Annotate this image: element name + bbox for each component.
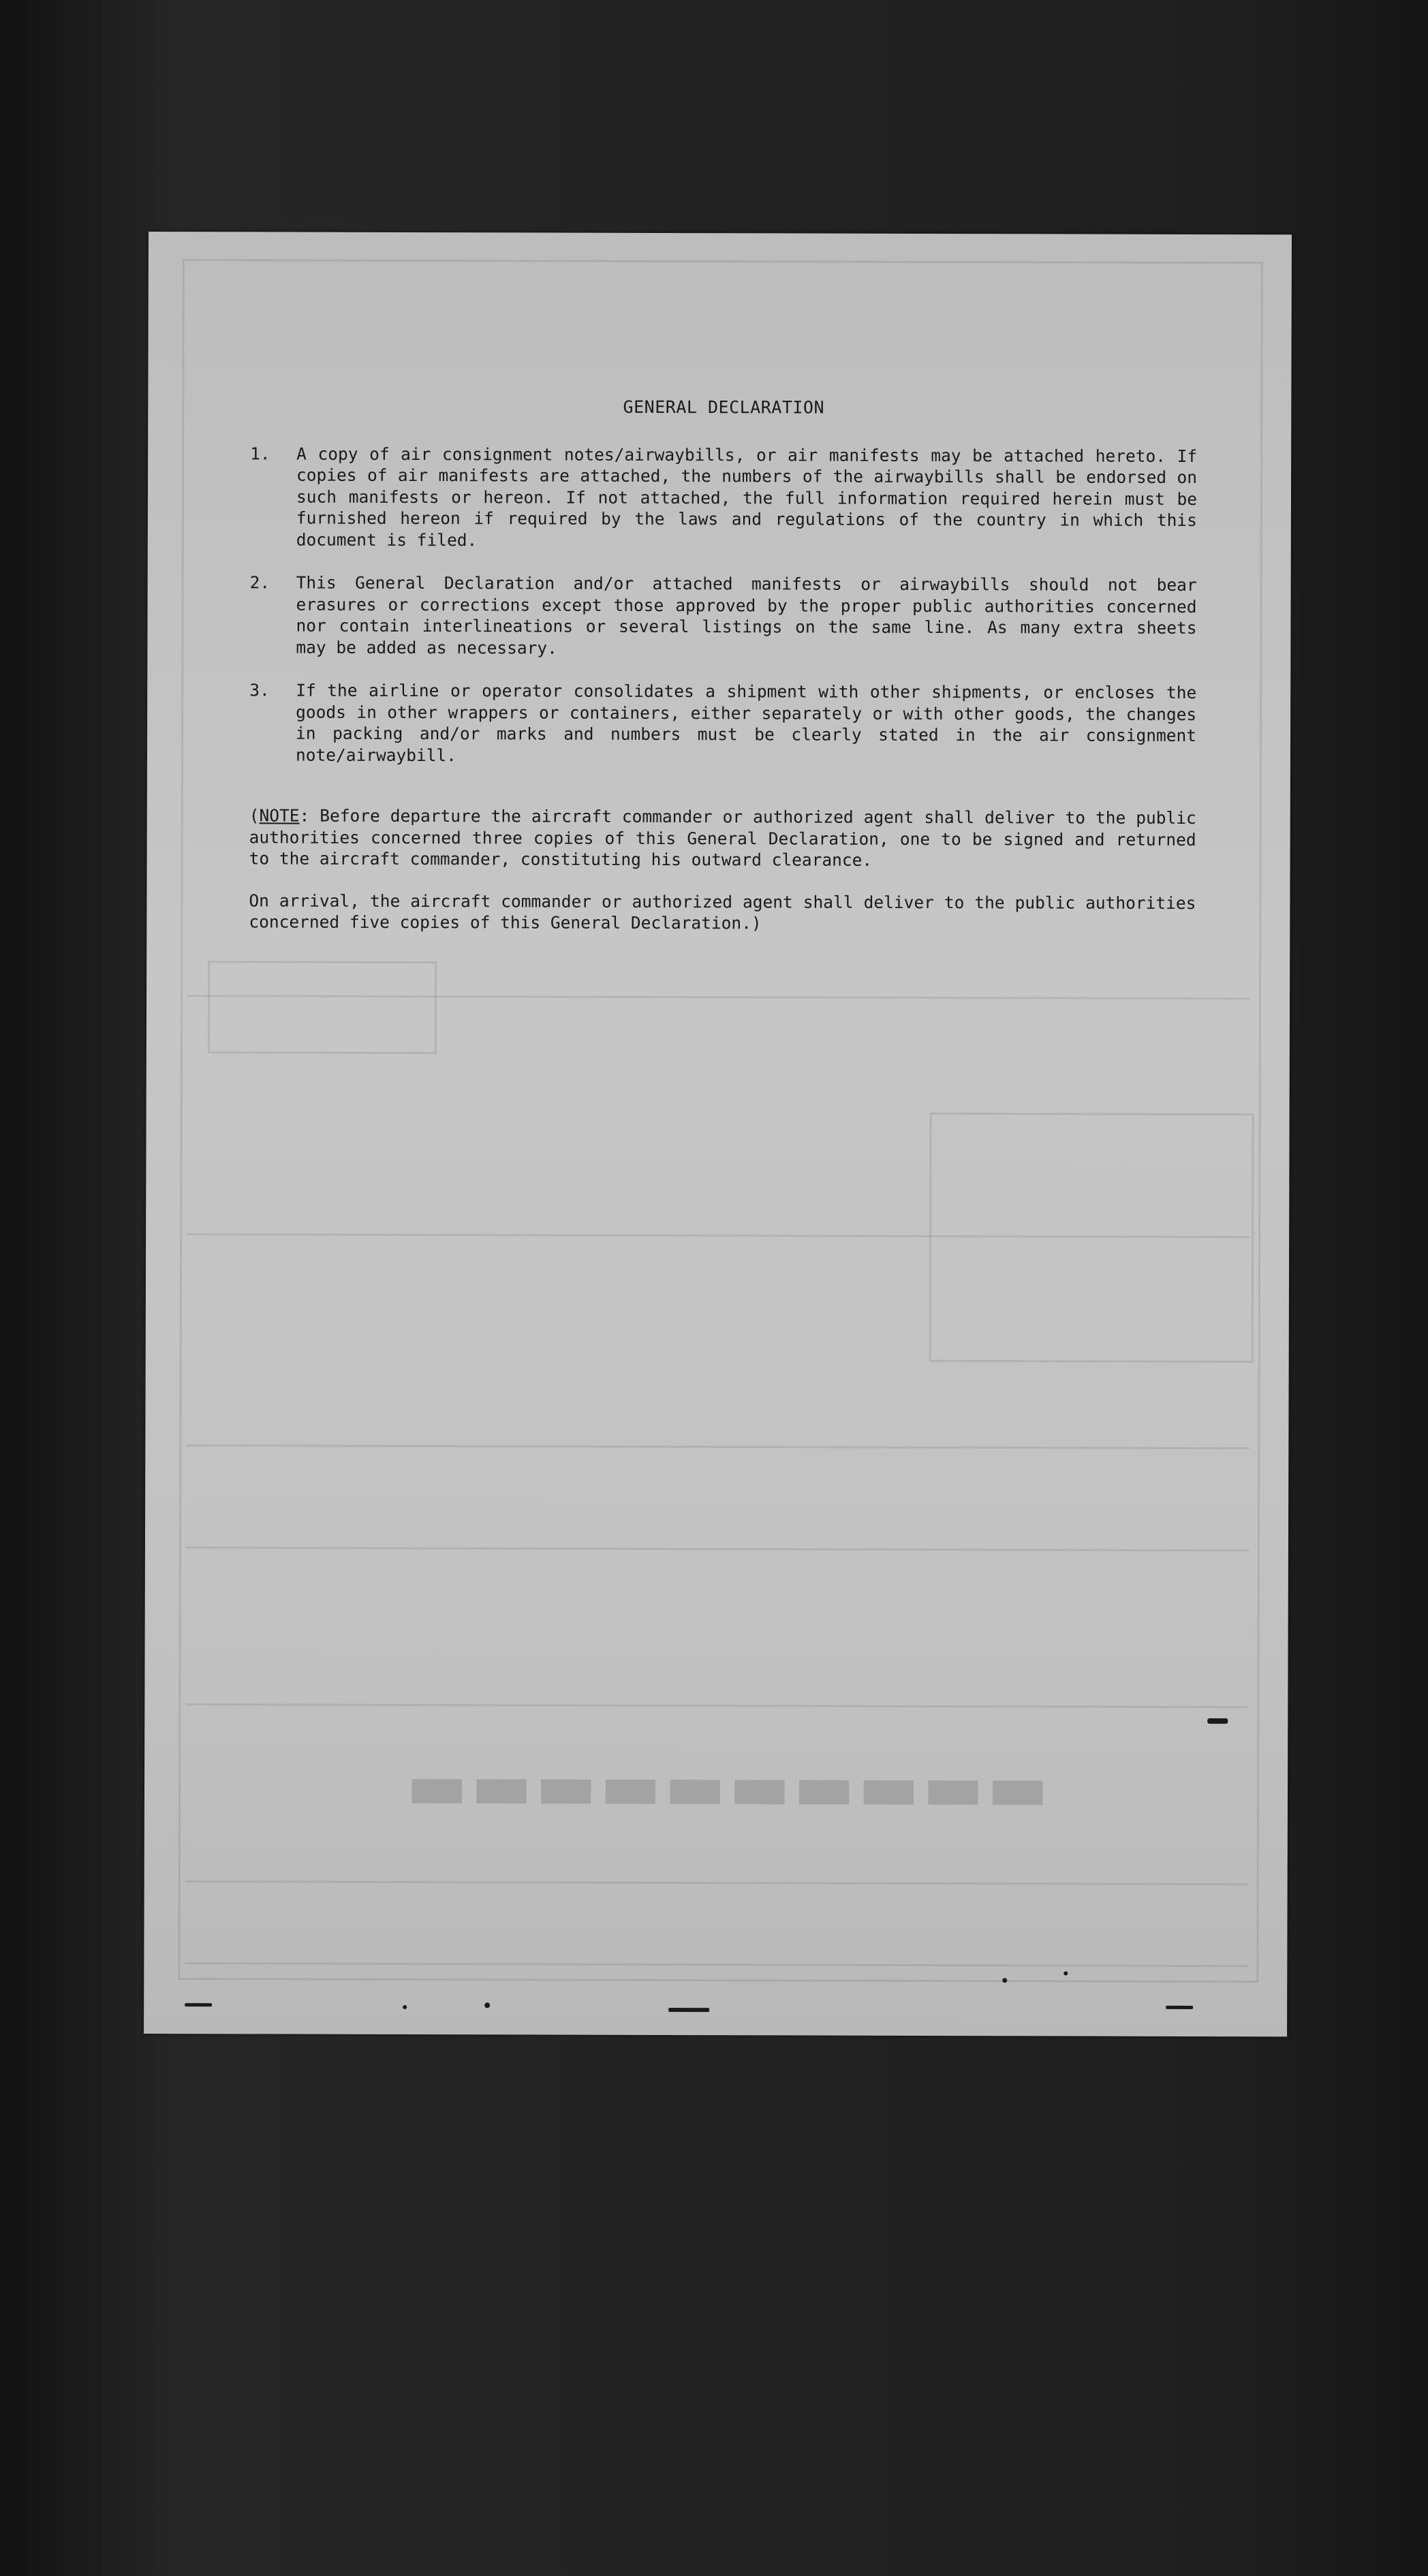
declaration-text-block [249,395,1197,935]
note-label: NOTE [259,805,300,826]
scan-speck [1166,2006,1193,2009]
scan-speck [1207,1718,1228,1724]
scan-speck [1064,1972,1068,1976]
scan-speck [484,2002,490,2008]
declaration-item-1 [250,443,1197,553]
scan-speck [403,2005,407,2009]
scan-speck [185,2003,212,2006]
item-number: 1. [250,443,270,463]
item-number: 3. [249,680,270,700]
item-text: A copy of air consignment notes/airwaybills, or air manifests may be attached hereto. If copies of air manifests are attached, the numbers of the airwaybills shall be endorsed on such manifests or hereon. If not attached, the full information required herein must be furnished hereon if required by the laws and regulations of the country in which this document is filed. [296,444,1198,550]
arrival-note: On arrival, the aircraft commander or authorized agent shall deliver to the public authorities concerned five copies of this General Declaration.) [249,890,1196,933]
scan-speck [668,2008,709,2012]
departure-note [249,805,1196,871]
item-text: If the airline or operator consolidates a shipment with other shipments, or encloses the goods in other wrappers or containers, either separately or with other goods, the changes in packing and/or marks and numbers must be clearly stated in the air consignment note/airwaybill. [295,680,1197,765]
document-sheet [144,232,1292,2036]
item-text: This General Declaration and/or attached manifests or airwaybills should not bear erasures or corrections except those approved by the proper public authorities concerned nor contain interlineations or several listings on the same line. As many extra sheets may be added as necessary. [296,572,1197,658]
declaration-item-3 [249,679,1196,768]
bleed-through-heading: ▬▬▬▬▬▬▬▬▬▬ [403,1758,1049,1837]
declaration-item-2 [249,572,1196,660]
scan-speck [1002,1978,1007,1983]
note-open-paren: ( [249,805,260,826]
document-title: GENERAL DECLARATION [623,397,825,418]
item-number: 2. [249,572,270,593]
note-text: : Before departure the aircraft commander or authorized agent shall deliver to the public authorities concerned three copies of this General Declaration, one to be signed and returned to the aircraft commander, constituting his outward clearance. [249,805,1196,870]
